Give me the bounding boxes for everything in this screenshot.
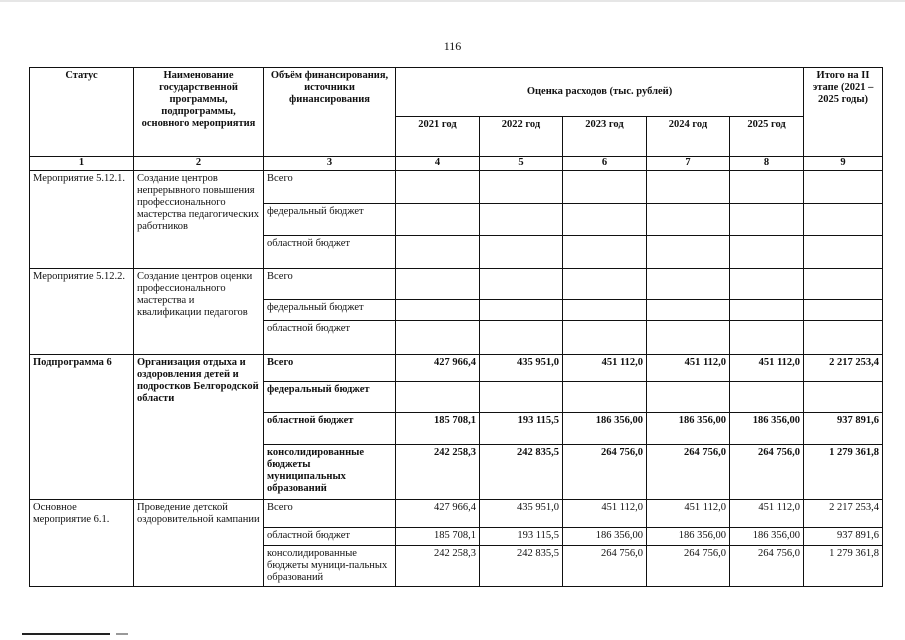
year-value-cell bbox=[480, 269, 563, 300]
year-value-cell: 185 708,1 bbox=[396, 528, 480, 546]
header-status: Статус bbox=[30, 68, 134, 157]
year-value-cell bbox=[563, 204, 647, 236]
header-estimate: Оценка расходов (тыс. рублей) bbox=[396, 68, 804, 117]
year-value-cell: 186 356,00 bbox=[563, 528, 647, 546]
year-value-cell: 264 756,0 bbox=[563, 546, 647, 587]
total-cell bbox=[804, 382, 883, 413]
year-value-cell bbox=[396, 204, 480, 236]
funding-source-cell: Всего bbox=[264, 500, 396, 528]
year-value-cell bbox=[480, 382, 563, 413]
year-value-cell bbox=[480, 300, 563, 321]
total-cell bbox=[804, 321, 883, 355]
year-value-cell bbox=[647, 300, 730, 321]
year-value-cell: 186 356,00 bbox=[563, 413, 647, 445]
year-value-cell: 427 966,4 bbox=[396, 500, 480, 528]
funding-source-cell: областной бюджет bbox=[264, 236, 396, 269]
year-value-cell: 186 356,00 bbox=[647, 413, 730, 445]
funding-source-cell: консолидированные бюджеты муници-пальных образований bbox=[264, 546, 396, 587]
year-value-cell: 242 835,5 bbox=[480, 546, 563, 587]
year-value-cell bbox=[563, 382, 647, 413]
year-value-cell bbox=[563, 269, 647, 300]
funding-source-cell: областной бюджет bbox=[264, 321, 396, 355]
year-value-cell: 451 112,0 bbox=[730, 355, 804, 382]
year-value-cell: 435 951,0 bbox=[480, 355, 563, 382]
total-cell: 1 279 361,8 bbox=[804, 546, 883, 587]
year-value-cell bbox=[647, 321, 730, 355]
year-value-cell: 193 115,5 bbox=[480, 528, 563, 546]
status-cell: Подпрограмма 6 bbox=[30, 355, 134, 500]
year-value-cell: 264 756,0 bbox=[730, 546, 804, 587]
year-value-cell: 435 951,0 bbox=[480, 500, 563, 528]
year-value-cell bbox=[730, 382, 804, 413]
table-row bbox=[30, 355, 883, 382]
program-name-cell: Создание центров непрерывного повышения профессионального мастерства педагогических работников bbox=[134, 171, 264, 269]
year-value-cell bbox=[647, 171, 730, 204]
total-cell: 1 279 361,8 bbox=[804, 445, 883, 500]
program-name-cell: Проведение детской оздоровительной кампании bbox=[134, 500, 264, 587]
page-number: 116 bbox=[443, 39, 462, 53]
col-index: 1 bbox=[30, 157, 134, 171]
program-name-cell: Создание центров оценки профессионального мастерства и квалификации педагогов bbox=[134, 269, 264, 355]
total-cell bbox=[804, 204, 883, 236]
total-cell: 2 217 253,4 bbox=[804, 500, 883, 528]
header-year-2024: 2024 год bbox=[647, 117, 730, 157]
col-index: 2 bbox=[134, 157, 264, 171]
year-value-cell bbox=[730, 236, 804, 269]
year-value-cell: 186 356,00 bbox=[730, 528, 804, 546]
header-year-2021: 2021 год bbox=[396, 117, 480, 157]
budget-table bbox=[29, 67, 883, 587]
status-cell: Мероприятие 5.12.2. bbox=[30, 269, 134, 355]
col-index: 6 bbox=[563, 157, 647, 171]
col-index: 3 bbox=[264, 157, 396, 171]
funding-source-cell: федеральный бюджет bbox=[264, 382, 396, 413]
table-row bbox=[30, 500, 883, 528]
top-edge-line bbox=[0, 0, 905, 2]
col-index: 9 bbox=[804, 157, 883, 171]
year-value-cell bbox=[563, 300, 647, 321]
year-value-cell bbox=[480, 171, 563, 204]
header-source: Объём финансирования, источники финансирования bbox=[264, 68, 396, 157]
table-row bbox=[30, 269, 883, 300]
year-value-cell bbox=[563, 236, 647, 269]
header-name: Наименование государственной программы, подпрограммы, основного мероприятия bbox=[134, 68, 264, 157]
year-value-cell bbox=[730, 321, 804, 355]
year-value-cell bbox=[480, 204, 563, 236]
program-name-cell: Организация отдыха и оздоровления детей и подростков Белгородской области bbox=[134, 355, 264, 500]
year-value-cell: 264 756,0 bbox=[730, 445, 804, 500]
header-year-2023: 2023 год bbox=[563, 117, 647, 157]
total-cell: 937 891,6 bbox=[804, 528, 883, 546]
funding-source-cell: федеральный бюджет bbox=[264, 300, 396, 321]
funding-source-cell: федеральный бюджет bbox=[264, 204, 396, 236]
year-value-cell bbox=[647, 269, 730, 300]
funding-source-cell: областной бюджет bbox=[264, 413, 396, 445]
funding-source-cell: консолидированные бюджеты муниципальных образований bbox=[264, 445, 396, 500]
footer-line bbox=[22, 633, 110, 635]
year-value-cell: 264 756,0 bbox=[647, 546, 730, 587]
year-value-cell bbox=[563, 321, 647, 355]
year-value-cell bbox=[730, 204, 804, 236]
header-year-2025: 2025 год bbox=[730, 117, 804, 157]
funding-source-cell: Всего bbox=[264, 355, 396, 382]
col-index: 7 bbox=[647, 157, 730, 171]
year-value-cell: 451 112,0 bbox=[647, 355, 730, 382]
year-value-cell: 451 112,0 bbox=[563, 355, 647, 382]
year-value-cell bbox=[396, 269, 480, 300]
year-value-cell bbox=[647, 382, 730, 413]
status-cell: Мероприятие 5.12.1. bbox=[30, 171, 134, 269]
funding-source-cell: Всего bbox=[264, 269, 396, 300]
year-value-cell: 242 258,3 bbox=[396, 546, 480, 587]
total-cell bbox=[804, 269, 883, 300]
total-cell bbox=[804, 300, 883, 321]
year-value-cell: 193 115,5 bbox=[480, 413, 563, 445]
year-value-cell bbox=[396, 321, 480, 355]
year-value-cell: 242 835,5 bbox=[480, 445, 563, 500]
year-value-cell: 451 112,0 bbox=[647, 500, 730, 528]
year-value-cell: 451 112,0 bbox=[730, 500, 804, 528]
column-index-row bbox=[30, 157, 883, 171]
col-index: 8 bbox=[730, 157, 804, 171]
year-value-cell bbox=[730, 269, 804, 300]
year-value-cell bbox=[647, 204, 730, 236]
table-row bbox=[30, 171, 883, 204]
year-value-cell bbox=[396, 171, 480, 204]
year-value-cell bbox=[396, 236, 480, 269]
year-value-cell: 242 258,3 bbox=[396, 445, 480, 500]
year-value-cell bbox=[396, 300, 480, 321]
header-year-2022: 2022 год bbox=[480, 117, 563, 157]
year-value-cell: 264 756,0 bbox=[563, 445, 647, 500]
header-total: Итого на II этапе (2021 – 2025 годы) bbox=[804, 68, 883, 157]
year-value-cell bbox=[480, 236, 563, 269]
year-value-cell bbox=[647, 236, 730, 269]
year-value-cell bbox=[563, 171, 647, 204]
footer-line-fragment bbox=[116, 633, 128, 635]
year-value-cell bbox=[730, 300, 804, 321]
funding-source-cell: Всего bbox=[264, 171, 396, 204]
col-index: 5 bbox=[480, 157, 563, 171]
year-value-cell bbox=[730, 171, 804, 204]
table-body bbox=[30, 157, 883, 587]
funding-source-cell: областной бюджет bbox=[264, 528, 396, 546]
total-cell: 937 891,6 bbox=[804, 413, 883, 445]
col-index: 4 bbox=[396, 157, 480, 171]
year-value-cell: 264 756,0 bbox=[647, 445, 730, 500]
year-value-cell: 451 112,0 bbox=[563, 500, 647, 528]
status-cell: Основное мероприятие 6.1. bbox=[30, 500, 134, 587]
total-cell bbox=[804, 236, 883, 269]
year-value-cell: 185 708,1 bbox=[396, 413, 480, 445]
year-value-cell bbox=[396, 382, 480, 413]
year-value-cell: 186 356,00 bbox=[730, 413, 804, 445]
total-cell: 2 217 253,4 bbox=[804, 355, 883, 382]
year-value-cell: 186 356,00 bbox=[647, 528, 730, 546]
year-value-cell: 427 966,4 bbox=[396, 355, 480, 382]
total-cell bbox=[804, 171, 883, 204]
year-value-cell bbox=[480, 321, 563, 355]
